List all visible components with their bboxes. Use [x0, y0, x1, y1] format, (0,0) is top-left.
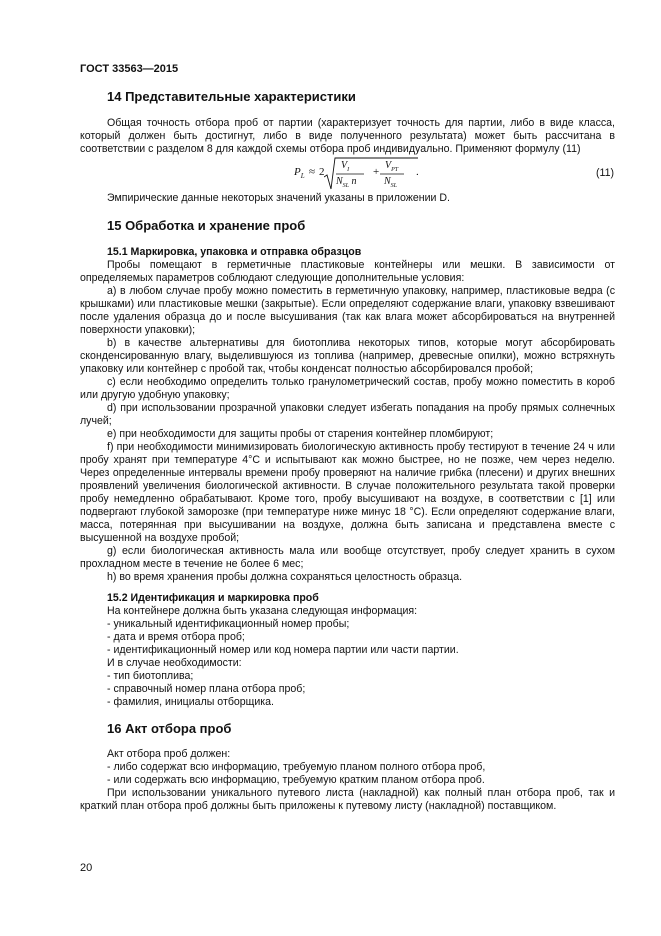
- fraction-1-numerator: $V_I$: [341, 160, 350, 173]
- formula-coefficient: 2: [319, 166, 325, 178]
- list-item: - уникальный идентификационный номер пробы;: [107, 618, 350, 630]
- list-item-d: d) при использовании прозрачной упаковки следует избегать попадания на пробу прямых солнечных лучей;: [80, 402, 615, 427]
- list-item: - либо содержат всю информацию, требуемую планом полного отбора проб,: [107, 761, 486, 773]
- section-16-title: 16 Акт отбора проб: [107, 721, 232, 736]
- formula-11: [294, 157, 419, 191]
- list-item-h: h) во время хранения пробы должна сохраняться целостность образца.: [107, 571, 463, 583]
- paragraph: При использовании уникального путевого листа (накладной) как полный план отбора проб, так и краткий план отбора проб должны быть приложены к путевому листу (накладной) поставщиком.: [80, 787, 615, 812]
- fraction-1-denominator: $N_{SL}$ n: [336, 176, 357, 189]
- section-16-paragraph: [80, 787, 615, 813]
- formula-lhs: $P_L$: [294, 166, 305, 181]
- section-15-title: 15 Обработка и хранение проб: [107, 218, 306, 233]
- paragraph: Общая точность отбора проб от партии (характеризует точность для партии, либо в виде класса, который должен быть достигнут, либо в виде полученного результата) может быть рассчитана в соответствии с разделом 8 для каждой схемы отбора проб индивидуально. Применяют формулу (11): [80, 117, 615, 155]
- section-15-2-optional-intro: И в случае необходимости:: [107, 657, 242, 669]
- fraction-2-numerator: $V_{PT}$: [385, 160, 399, 173]
- section-14-title: 14 Представительные характеристики: [107, 89, 356, 104]
- subsection-15-2-title: 15.2 Идентификация и маркировка проб: [107, 592, 319, 604]
- section-15-2-intro: На контейнере должна быть указана следующая информация:: [107, 605, 418, 617]
- list-item-b: b) в качестве альтернативы для биотоплива некоторых типов, которые могут абсорбировать сконденсированную влагу, выделившуюся из топлива (например, древесные опилки), можно встряхнуть упаковку или контейнер с пробой так, чтобы конденсат полностью абсорбировался пробой;: [80, 337, 615, 375]
- page-number: 20: [80, 862, 93, 874]
- list-item-c: с) если необходимо определить только гранулометрический состав, пробу можно поместить в короб или другую удобную упаковку;: [80, 376, 615, 401]
- section-15-1-body: [80, 259, 615, 584]
- list-item: - дата и время отбора проб;: [107, 631, 245, 643]
- fraction-2-denominator: $N_{SL}$: [384, 176, 398, 189]
- list-item: - тип биотоплива;: [107, 670, 194, 682]
- list-item: - фамилия, инициалы отборщика.: [107, 696, 275, 708]
- document-header: ГОСТ 33563—2015: [80, 63, 179, 75]
- list-item: - идентификационный номер или код номера партии или части партии.: [107, 644, 459, 656]
- list-item-a: а) в любом случае пробу можно поместить в герметичную упаковку, например, пластиковые ведра (с крышками) или пластиковые мешки (закрытые). Если определяют содержание влаги, упаковку взвешивают после удаления образца до и после высушивания (так как влага может абсорбироваться на внутренней поверхности упаковки);: [80, 285, 615, 336]
- section-14-paragraph-1: [80, 117, 615, 156]
- list-item-e: е) при необходимости для защиты пробы от старения контейнер пломбируют;: [107, 428, 494, 440]
- list-item: - или содержать всю информацию, требуемую кратким планом отбора проб.: [107, 774, 485, 786]
- formula-approx-sign: ≈: [309, 166, 316, 178]
- formula-number: (11): [596, 167, 615, 179]
- formula-period: .: [416, 166, 419, 178]
- paragraph: Пробы помещают в герметичные пластиковые контейнеры или мешки. В зависимости от определяемых параметров соблюдают следующие дополнительные условия:: [80, 259, 615, 284]
- section-16-intro: Акт отбора проб должен:: [107, 748, 231, 760]
- list-item: - справочный номер плана отбора проб;: [107, 683, 306, 695]
- subsection-15-1-title: 15.1 Маркировка, упаковка и отправка образцов: [107, 246, 362, 258]
- list-item-f: f) при необходимости минимизировать биологическую активность пробу тестируют в течение 24 ч или пробу хранят при температуре 4°С и испытывают как можно быстрее, но не позже, чем через неделю. Через определенные интервалы времени пробу проверяют на наличие грибка (плесени) и других внешних проявлений увеличения биологической активности. В случае положительного результата такой проверки пробу немедленно обрабатывают. Кроме того, пробу высушивают на воздухе, в соответствии с [1] или подвергают глубокой заморозке (при температуре ниже минус 18 °С). Если определяют содержание влаги, масса, потерянная при высушивании на воздухе, должна быть записана и представлена вместе с высушенной на воздухе пробой;: [80, 441, 615, 544]
- list-item-g: g) если биологическая активность мала или вообще отсутствует, пробу следует хранить в сухом прохладном месте в течение не более 6 мес;: [80, 545, 615, 570]
- section-14-paragraph-2: Эмпирические данные некоторых значений указаны в приложении D.: [107, 192, 450, 204]
- formula-plus: +: [373, 166, 380, 178]
